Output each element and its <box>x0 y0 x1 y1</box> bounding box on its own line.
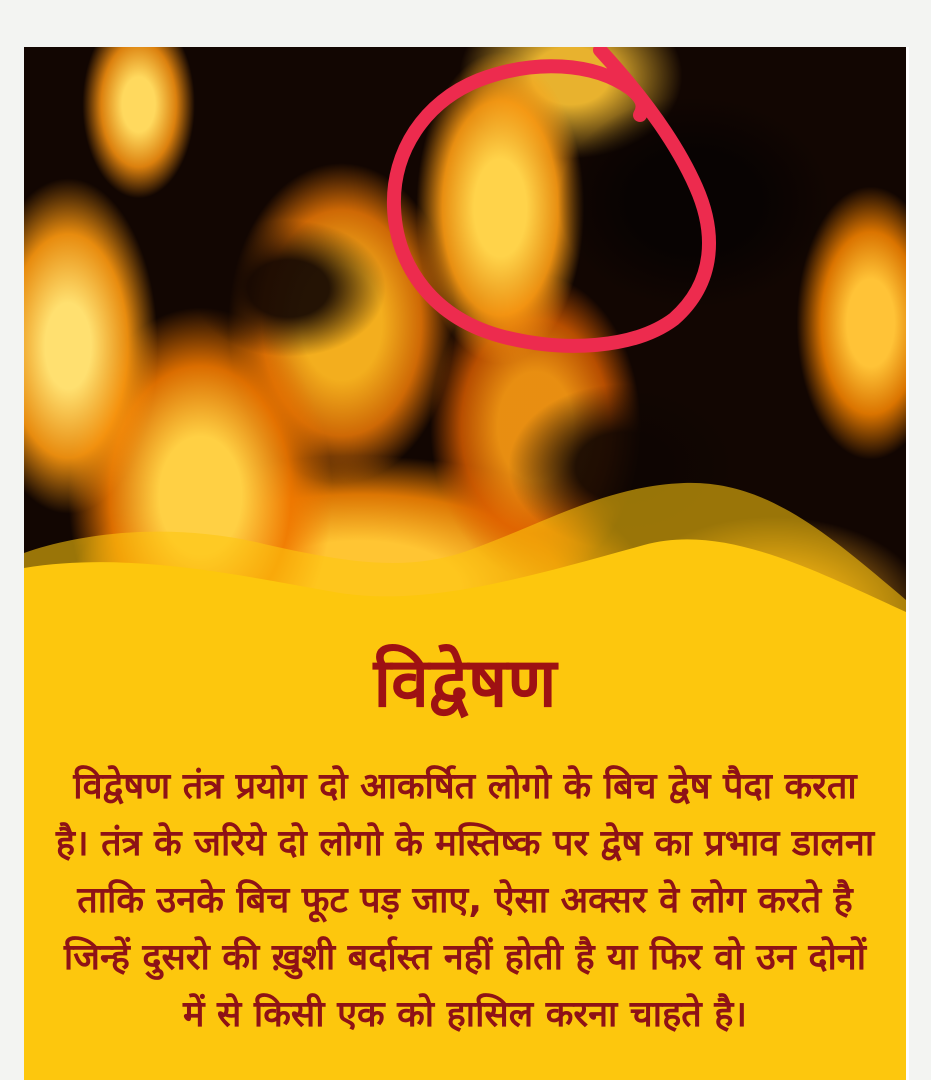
paragraph-line: है। तंत्र के जरिये दो लोगो के मस्तिष्क पर द्वेष का प्रभाव डालना <box>55 823 875 864</box>
paragraph-line: ताकि उनके बिच फूट पड़ जाए, ऐसा अक्सर वे लोग करते है <box>77 880 853 921</box>
paragraph-line: विद्वेषण तंत्र प्रयोग दो आकर्षित लोगो के बिच द्वेष पैदा करता <box>73 766 857 807</box>
paragraph-line: जिन्हें दुसरो की ख़ुशी बर्दास्त नहीं होती है या फिर वो उन दोनों <box>63 937 867 978</box>
paragraph-line: में से किसी एक को हासिल करना चाहते है। <box>182 994 748 1035</box>
wave-transition <box>24 460 906 622</box>
paragraph <box>24 758 906 1043</box>
content-card <box>24 47 909 1080</box>
page-title: विद्वेषण <box>373 644 557 723</box>
yellow-panel <box>24 622 906 1080</box>
